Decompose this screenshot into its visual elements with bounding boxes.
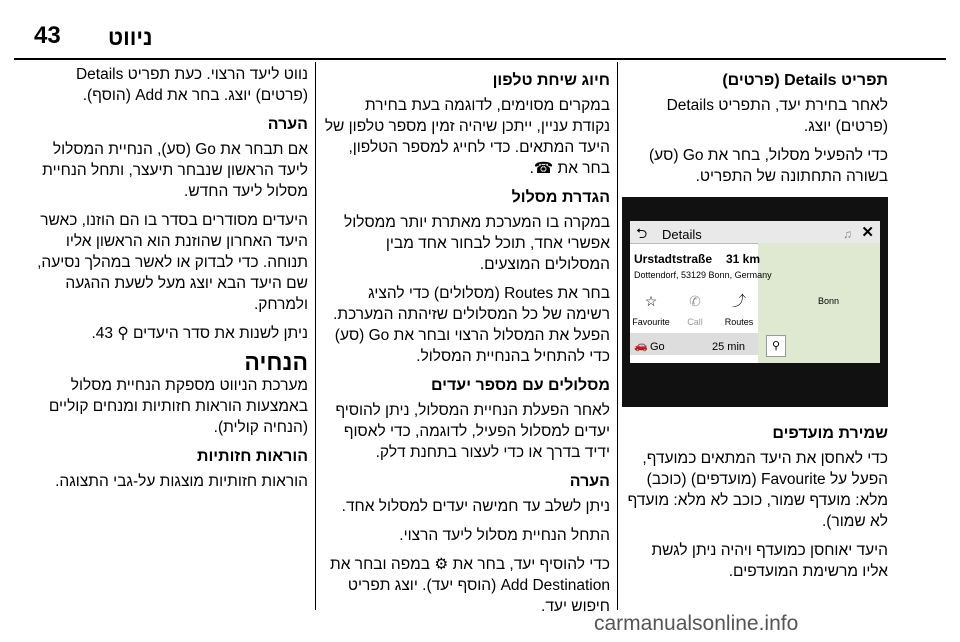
heading-guidance: הנחיה — [244, 349, 308, 375]
paragraph: לאחר הפעלת הנחיית המסלול, ניתן להוסיף יעדים למסלול הפעיל, לדוגמה, כדי לאסוף ידיד בדרך או כדי לעצור בתחנת דלק. — [335, 402, 610, 461]
section-title: ניווט — [108, 25, 153, 50]
column-left — [20, 64, 308, 500]
paragraph: מערכת הניווט מספקת הנחיית מסלול באמצעות הוראות חזותיות ומנחים קוליים (הנחיה קולית). — [48, 377, 308, 436]
back-icon: ⮌ — [636, 225, 648, 241]
paragraph: ניתן לשנות את סדר היעדים ⚲ 43. — [91, 325, 308, 342]
distance: 31 km — [726, 252, 761, 266]
heading-favourites: שמירת מועדפים — [772, 425, 888, 442]
column-middle — [324, 64, 610, 625]
duration: 25 min — [712, 341, 746, 353]
favourite-label: Favourite — [632, 317, 670, 327]
heading-phone-call: חיוג שיחת טלפון — [492, 72, 610, 89]
phone-icon: ✆ — [689, 293, 701, 309]
page-number: 43 — [34, 22, 61, 49]
map-pin-icon: ⚲ — [766, 335, 786, 357]
paragraph: התחל הנחיית מסלול ליעד הרצוי. — [399, 527, 610, 544]
note-text: ניתן לשלב עד חמישה יעדים למסלול אחד. — [341, 498, 610, 515]
paragraph: לאחר בחירת יעד, התפריט Details (פרטים) יוצג. — [666, 97, 888, 135]
paragraph: נווט ליעד הרצוי. כעת תפריט Details (פרטים) יוצג. בחר את Add (הוסף). — [75, 66, 308, 104]
go-bar — [630, 333, 758, 355]
routes-button — [718, 291, 760, 333]
paragraph: היעדים מסודרים בסדר בו הם הוזנו, כאשר היעד האחרון שהוזנת הוא הראשון אליו תנוחה. כדי לבדוק או לאשר במהלך נסיעה, שם היעד הבא יוצג מעל לשעת ההגעה ולמרחק. — [37, 212, 308, 313]
address: Dottendorf, 53129 Bonn, Germany — [634, 270, 772, 280]
call-button — [674, 291, 716, 333]
note-text: אם תבחר את Go (סע), הנחיית המסלול ליעד הראשון שנבחר תיעצר, ותחל הנחיית מסלול ליעד החדש. — [42, 141, 308, 200]
page-header — [0, 0, 960, 56]
paragraph: כדי להוסיף יעד, בחר את ⚙ במפה ובחר את Add Destination (הוסף יעד). יוצג תפריט חיפוש יעד. — [330, 556, 610, 615]
screenshot-screen — [630, 221, 880, 363]
routes-label: Routes — [724, 317, 754, 327]
screenshot-topbar — [630, 221, 880, 244]
car-icon: 🚗 — [634, 340, 648, 352]
heading-multi-destination: מסלולים עם מספר יעדים — [430, 377, 610, 394]
call-label: Call — [687, 317, 703, 327]
details-screenshot — [622, 197, 888, 407]
heading-route-setting: הגדרת מסלול — [511, 189, 610, 206]
column-right — [626, 64, 888, 590]
go-label: Go — [650, 341, 665, 353]
paragraph: במקרים מסוימים, לדוגמה בעת בחירת נקודת עניין, ייתכן שיהיה זמין מספר טלפון של היעד המתאים. כדי לחייג למספר הטלפון, בחר את ☎. — [324, 97, 610, 177]
note-title: הערה — [267, 116, 308, 133]
column-divider-left — [315, 62, 316, 610]
music-icon: ♫ — [843, 227, 852, 241]
paragraph: במקרה בו המערכת מאתרת יותר ממסלול אפשרי אחד, תוכל לבחור אחד מבין המסלולים המוצעים. — [344, 214, 610, 273]
screenshot-title: Details — [662, 227, 702, 242]
heading-details-menu: תפריט Details (פרטים) — [722, 72, 888, 89]
paragraph: היעד יאוחסן כמועדף ויהיה ניתן לגשת אליו מרשימת המועדפים. — [651, 542, 888, 580]
note-title: הערה — [569, 473, 610, 490]
street-name: Urstadtstraße — [634, 252, 713, 266]
paragraph: הוראות חזותיות מוצגות על-גבי התצוגה. — [55, 473, 308, 490]
paragraph: בחר את Routes (מסלולים) כדי להציג רשימה של כל המסלולים שזיהתה המערכת. הפעל את המסלול הרצוי ובחר את Go (סע) כדי להתחיל בהנחיית המסלול. — [333, 285, 610, 365]
map-label: Bonn — [818, 296, 840, 306]
action-buttons — [630, 291, 760, 329]
paragraph: כדי להפעיל מסלול, בחר את Go (סע) בשורה התחתונה של התפריט. — [648, 147, 888, 185]
watermark: carmanualsonline.info — [594, 612, 799, 635]
close-icon: ✕ — [861, 224, 874, 241]
paragraph: כדי לאחסן את היעד המתאים כמועדף, הפעל על Favourite (מועדפים) (כוכב) מלא: מועדף שמור, כוכב לא מלא: מועדף לא שמור). — [627, 450, 888, 530]
heading-visual-instructions: הוראות חזותיות — [196, 448, 308, 465]
column-divider-right — [617, 62, 618, 610]
routes-icon: ⤴ — [732, 293, 746, 309]
star-icon: ☆ — [644, 293, 658, 309]
favourite-button — [630, 291, 672, 333]
header-rule — [14, 58, 946, 60]
